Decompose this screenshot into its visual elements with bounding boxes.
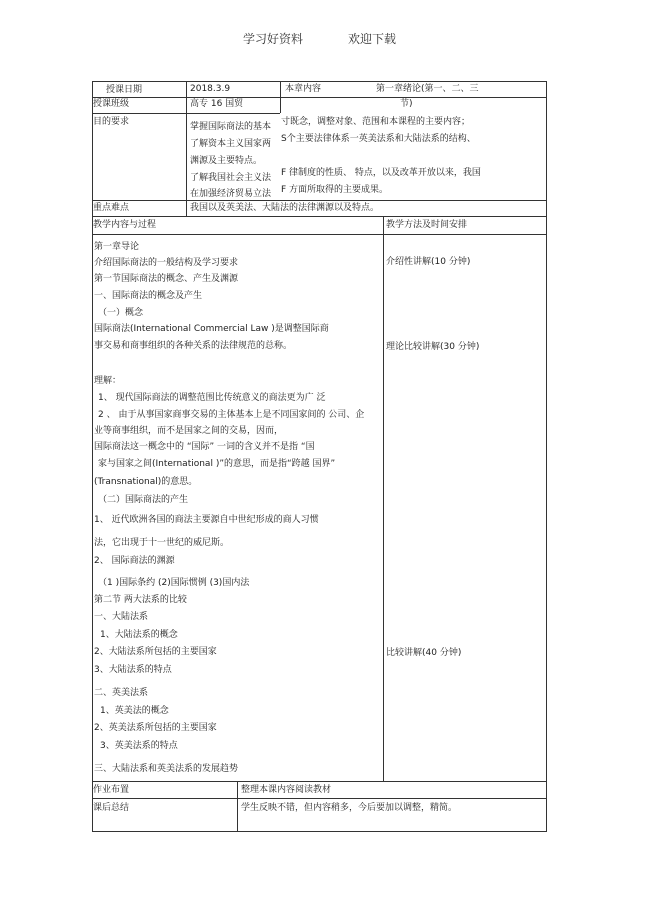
- content-line: 介绍国际商法的一般结构及学习要求: [94, 258, 239, 268]
- content-line: 3、英美法系的特点: [100, 741, 178, 751]
- method-note: 理论比较讲解(30 分钟): [386, 342, 480, 352]
- content-line: 事交易和商事组织的各种关系的法律规范的总称。: [94, 341, 293, 351]
- focus-label: 重点难点: [93, 203, 130, 213]
- homework-value: 整理本课内容阅读教材: [241, 785, 332, 795]
- chapter-value-cont: 节): [400, 99, 413, 109]
- content-line: 1、 现代国际商法的调整范围比传统意义的商法更为广 泛: [98, 393, 326, 403]
- content-line: 1、大陆法系的概念: [100, 630, 178, 640]
- date-label: 授课日期: [106, 85, 143, 95]
- content-line: 国际商法(International Commercial Law )是调整国际商: [94, 324, 329, 334]
- content-line: 第一节国际商法的概念、产生及渊源: [94, 274, 239, 284]
- goals-right-line: 寸既念，调整对象、范围和本课程的主要内容；: [281, 117, 471, 127]
- chapter-label: 本章内容: [285, 84, 322, 94]
- content-header-right: 教学方法及时间安排: [386, 220, 468, 230]
- rule: [186, 81, 187, 216]
- summary-label: 课后总结: [93, 803, 130, 813]
- content-line: 第二节 两大法系的比较: [94, 595, 187, 605]
- content-line: 一、国际商法的概念及产生: [94, 291, 203, 301]
- goals-left-line: 了解我国社会主义法: [190, 173, 272, 183]
- goals-label: 目的要求: [93, 117, 130, 127]
- class-value: 高专 16 国贸: [190, 99, 244, 109]
- rule: [92, 234, 547, 235]
- header-left: 学习好资料: [243, 32, 304, 46]
- goals-left-line: 掌握国际商法的基本: [190, 122, 272, 132]
- content-line: 3、大陆法系的特点: [94, 665, 172, 675]
- content-line: 一、大陆法系: [94, 612, 149, 622]
- rule: [92, 216, 547, 217]
- rule: [92, 798, 547, 799]
- content-line: 2、大陆法系所包括的主要国家: [94, 647, 217, 657]
- content-line: 2 、 由于从事国家商事交易的主体基本上是不同国家间的 公司、企: [98, 410, 365, 420]
- chapter-value: 第一章绪论(第一、二、三: [376, 84, 479, 94]
- class-label: 授课班级: [93, 99, 130, 109]
- rule: [92, 781, 547, 782]
- content-line: 2、 国际商法的渊源: [94, 556, 175, 566]
- summary-value: 学生反映不错，但内容稍多，今后要加以调整，精简。: [241, 803, 458, 813]
- content-line: 1、英美法的概念: [100, 706, 169, 716]
- goals-right-line: S个主要法律体系一英美法系和大陆法系的结构、: [281, 134, 476, 144]
- content-line: 二、英美法系: [94, 688, 149, 698]
- content-line: （一）概念: [98, 308, 144, 318]
- content-line: 2、英美法系所包括的主要国家: [94, 723, 217, 733]
- content-line: 业等商事组织，而不是国家之间的交易，因而，: [94, 426, 284, 436]
- goals-left-line: 渊源及主要特点。: [190, 156, 263, 166]
- rule: [92, 97, 547, 98]
- goals-right-line: F 律制度的性质、 特点，以及改革开放以来，我国: [281, 168, 481, 178]
- content-line: 1、 近代欧洲各国的商法主要源自中世纪形成的商人习惯: [94, 515, 319, 525]
- content-line: 第一章导论: [94, 242, 140, 252]
- content-header-left: 教学内容与过程: [93, 220, 157, 230]
- goals-left-line: 在加强经济贸易立法: [190, 189, 272, 199]
- goals-right-line: F 方面所取得的主要成果。: [281, 185, 389, 195]
- homework-label: 作业布置: [93, 785, 130, 795]
- content-line: (Transnational)的意思。: [94, 477, 198, 487]
- rule: [237, 781, 238, 832]
- content-line: 家与国家之间(International )”的意思，而是指“跨越 国界”: [98, 459, 336, 469]
- focus-value: 我国以及英美法、大陆法的法律渊源以及特点。: [190, 203, 380, 213]
- content-line: （1 )国际条约 (2)国际惯例 (3)国内法: [98, 578, 250, 588]
- rule: [383, 216, 384, 781]
- content-line: 理解：: [94, 376, 122, 386]
- goals-left-line: 了解资本主义国家两: [190, 139, 272, 149]
- date-value: 2018.3.9: [190, 84, 231, 94]
- content-line: 法，它出现于十一世纪的威尼斯。: [94, 538, 230, 548]
- method-note: 比较讲解(40 分钟): [386, 648, 462, 658]
- header-right: 欢迎下载: [348, 32, 397, 46]
- rule: [280, 81, 281, 113]
- content-line: （二）国际商法的产生: [98, 495, 189, 505]
- content-line: 国际商法这一概念中的 “国际” 一词的含义并不是指 “国: [94, 442, 315, 452]
- rule: [92, 200, 547, 201]
- method-note: 介绍性讲解(10 分钟): [386, 257, 471, 267]
- content-line: 三、大陆法系和英美法系的发展趋势: [94, 764, 239, 774]
